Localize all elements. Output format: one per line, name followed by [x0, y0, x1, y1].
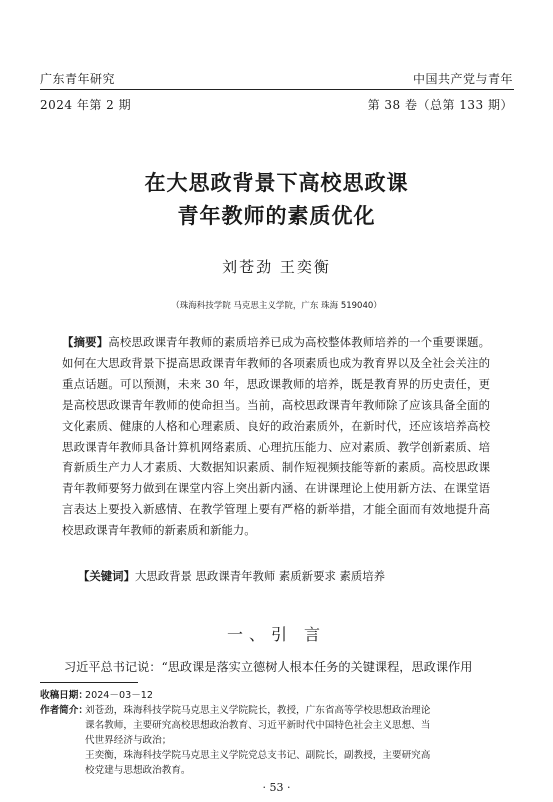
author-bio-line: 课名教师，主要研究高校思想政治教育、习近平新时代中国特色社会主义思想、当	[85, 720, 431, 731]
section-heading: 一、引 言	[226, 625, 327, 644]
keywords-line	[78, 568, 498, 584]
journal-column: 中国共产党与青年	[412, 72, 513, 86]
volume-number: 第 38 卷（总第 133 期）	[367, 98, 513, 112]
article-authors: 刘苍劲 王奕衡	[222, 258, 331, 276]
article-title-line1: 在大思政背景下高校思政课	[144, 171, 409, 195]
author-bio-line: 刘苍劲，珠海科技学院马克思主义学院院长，教授，广东省高等学校思想政治理论	[85, 705, 431, 716]
abstract-text: 高校思政课青年教师的素质培养已成为高校整体教师培养的一个重要课题。如何在大思政背景下提高思政课青年教师的各项素质也成为教育界以及全社会关注的重点话题。可以预测，未来 30 年，思政课教师的培养，既是教育界的历史责任，更是高校思政课青年教师的使命担当。当前，高校思政课青年教师除了应该具备全面的文化素质、健康的人格和心理素质、良好的政治素质外，在新时代，还应该培养高校思政课青年教师具备计算机网络素质、心理抗压能力、应对素质、教学创新素质、培育新质生产力人才素质、大数据知识素质、制作短视频技能等新的素质。高校思政课青年教师要努力做到在课堂内容上突出新内涵、在讲课理论上使用新方法、在课堂语言表达上要投入新感情、在教学管理上要有严格的新举措，才能全面而有效地提升高校思政课青年教师的新素质和新能力。	[62, 335, 490, 538]
issue-number: 2024 年第 2 期	[40, 98, 132, 112]
abstract-paragraph	[62, 332, 490, 541]
header-rule	[40, 89, 514, 90]
journal-name: 广东青年研究	[40, 72, 116, 86]
abstract-label: 【摘要】	[62, 335, 109, 349]
article-title-line2: 青年教师的素质优化	[177, 204, 376, 228]
author-bio-line: 王奕衡，珠海科技学院马克思主义学院党总支书记、副院长，副教授，主要研究高	[85, 750, 431, 761]
keywords-label: 【关键词】	[78, 569, 135, 583]
keywords-text: 大思政背景 思政课青年教师 素质新要求 素质培养	[134, 569, 386, 583]
received-date: 2024－03－12	[85, 690, 154, 701]
author-bio-line: 代世界经济与政治；	[85, 735, 172, 746]
author-affiliation: （珠海科技学院 马克思主义学院，广东 珠海 519040）	[171, 301, 382, 311]
author-bio-line: 校党建与思想政治教育。	[85, 765, 191, 776]
author-bio-label: 作者简介：	[40, 705, 88, 716]
footnote-rule	[40, 682, 138, 683]
page-number: · 53 ·	[262, 781, 291, 794]
received-label: 收稿日期：	[40, 690, 88, 701]
intro-paragraph: 习近平总书记说：“思政课是落实立德树人根本任务的关键课程，思政课作用	[64, 660, 473, 674]
footnote-block	[40, 688, 514, 788]
